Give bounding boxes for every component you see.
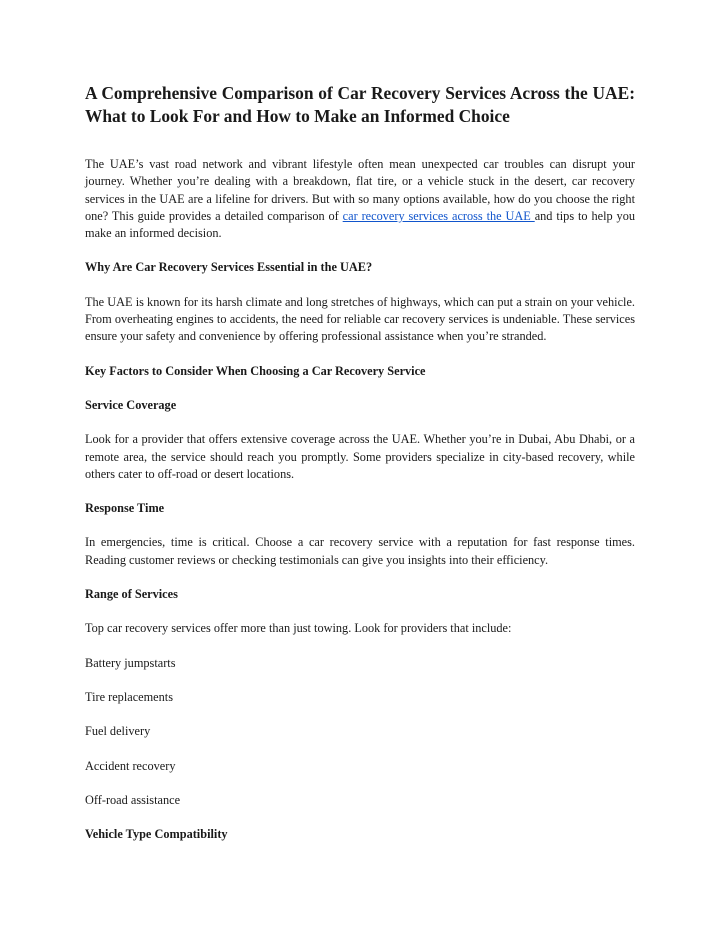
list-item: Battery jumpstarts xyxy=(85,655,176,670)
car-recovery-services-link[interactable]: car recovery services across the UAE xyxy=(342,208,535,223)
intro-text-before-link: The UAE’s vast road network and vibrant lifestyle often mean unexpected car troubles can disrupt your journey. Whether you’re dealing with a breakdown, flat tire, or a vehicle stuck in the desert, car recovery services in the UAE are a lifeline for drivers. But with so many options available, how do you choose the right one? This guide provides a detailed comparison of xyxy=(85,157,635,223)
list-item: Tire replacements xyxy=(85,689,173,704)
list-item: Off-road assistance xyxy=(85,792,181,807)
body-service-coverage: Look for a provider that offers extensive coverage across the UAE. Whether you’re in Dubai, Abu Dhabi, or a remote area, the service should reach you promptly. Some providers specialize in city-based recovery, while others cater to off-road or desert locations. xyxy=(85,432,635,481)
list-item: Accident recovery xyxy=(85,758,176,773)
body-response-time: In emergencies, time is critical. Choose a car recovery service with a reputation for fast response times. Reading customer reviews or checking testimonials can give you insights into their efficiency. xyxy=(85,535,635,567)
section-body-why: The UAE is known for its harsh climate and long stretches of highways, which can put a strain on your vehicle. From overheating engines to accidents, the need for reliable car recovery services is undeniable. These services ensure your safety and convenience by offering professional assistance when you’re stranded. xyxy=(85,294,635,344)
body-range-of-services: Top car recovery services offer more than just towing. Look for providers that include: xyxy=(85,621,512,636)
intro-text-after-link: and tips to help you make an informed decision. xyxy=(85,208,635,241)
section-heading-key-factors: Key Factors to Consider When Choosing a Car Recovery Service xyxy=(85,363,426,378)
document-title: A Comprehensive Comparison of Car Recovery Services Across the UAE: What to Look For and How to Make an Informed Choice xyxy=(85,83,635,126)
subheading-service-coverage: Service Coverage xyxy=(85,397,177,412)
section-heading-why: Why Are Car Recovery Services Essential in the UAE? xyxy=(85,260,373,275)
subheading-response-time: Response Time xyxy=(85,501,165,516)
subheading-vehicle-type-compatibility: Vehicle Type Compatibility xyxy=(85,827,228,842)
list-item: Fuel delivery xyxy=(85,724,151,739)
intro-paragraph xyxy=(85,156,635,242)
subheading-range-of-services: Range of Services xyxy=(85,587,178,602)
